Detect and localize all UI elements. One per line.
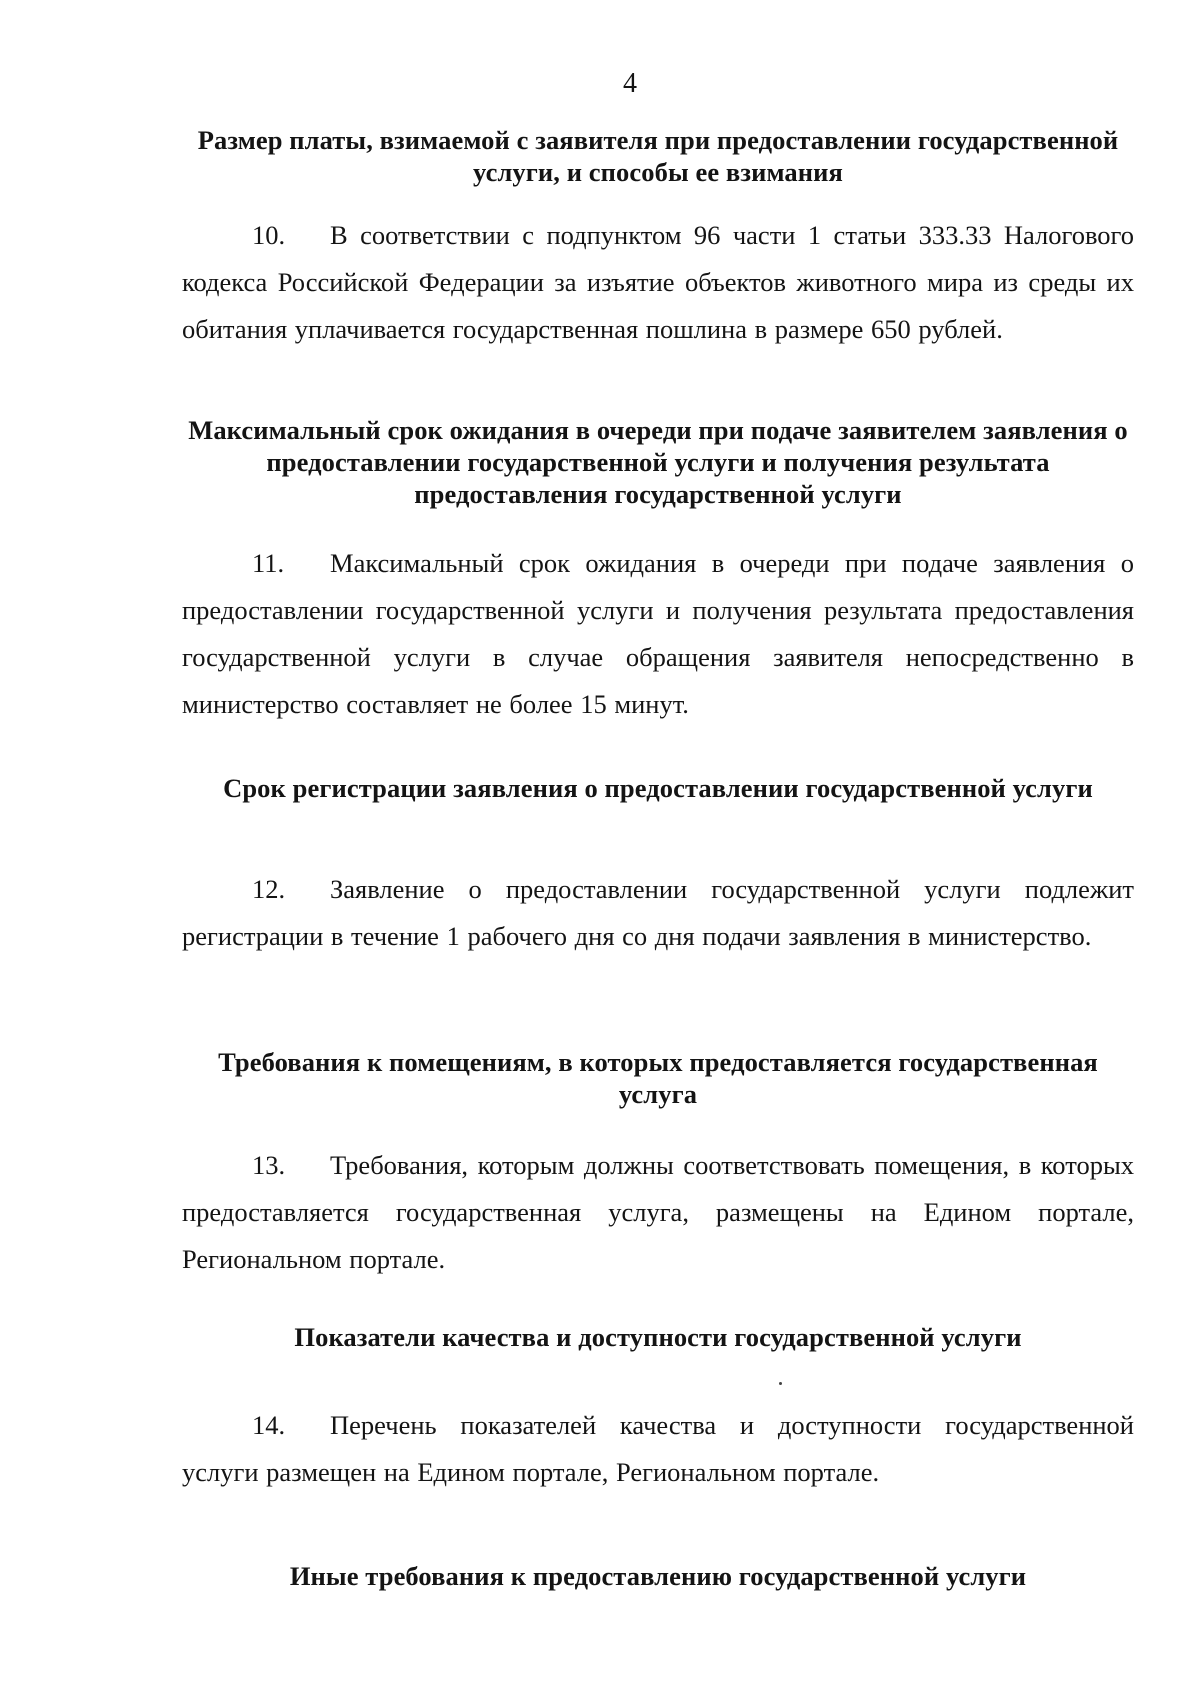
clause-number: 14. [252,1410,286,1440]
section-heading-fee: Размер платы, взимаемой с заявителя при предоставлении государственной услуги, и способы ее взимания [197,125,1119,187]
section-heading-other-requirements: Иные требования к предоставлению государственной услуги [289,1561,1027,1591]
section-heading-premises: Требования к помещениям, в которых предоставляется государственная услуга [218,1047,1098,1109]
clause-13 [182,1142,1134,1283]
clause-text: Заявление о предоставлении государственной услуги подлежит регистрации в течение 1 рабочего дня со дня подачи заявления в министерство. [182,874,1134,951]
clause-text: Перечень показателей качества и доступности государственной услуги размещен на Едином портале, Региональном портале. [182,1410,1134,1487]
clause-12 [182,866,1134,960]
clause-number: 13. [252,1150,286,1180]
scan-speck [779,1382,782,1385]
clause-10 [182,212,1134,353]
clause-number: 10. [252,220,286,250]
clause-14 [182,1402,1134,1496]
clause-text: В соответствии с подпунктом 96 части 1 статьи 333.33 Налогового кодекса Российской Федерации за изъятие объектов животного мира из среды их обитания уплачивается государственная пошлина в размере 650 рублей. [182,220,1134,344]
clause-number: 11. [252,548,285,578]
clause-number: 12. [252,874,286,904]
clause-11 [182,540,1134,728]
section-heading-queue-time: Максимальный срок ожидания в очереди при подаче заявителем заявления о предоставлении государственной услуги и получения результата предоставления государственной услуги [188,415,1128,509]
page-number: 4 [623,68,637,99]
section-heading-registration: Срок регистрации заявления о предоставлении государственной услуги [223,773,1093,803]
section-heading-quality: Показатели качества и доступности государственной услуги [294,1322,1022,1352]
clause-text: Максимальный срок ожидания в очереди при подаче заявления о предоставлении государственной услуги и получения результата предоставления государственной услуги в случае обращения заявителя непосредственно в министерство составляет не более 15 минут. [182,548,1134,719]
clause-text: Требования, которым должны соответствовать помещения, в которых предоставляется государственная услуга, размещены на Едином портале, Региональном портале. [182,1150,1134,1274]
